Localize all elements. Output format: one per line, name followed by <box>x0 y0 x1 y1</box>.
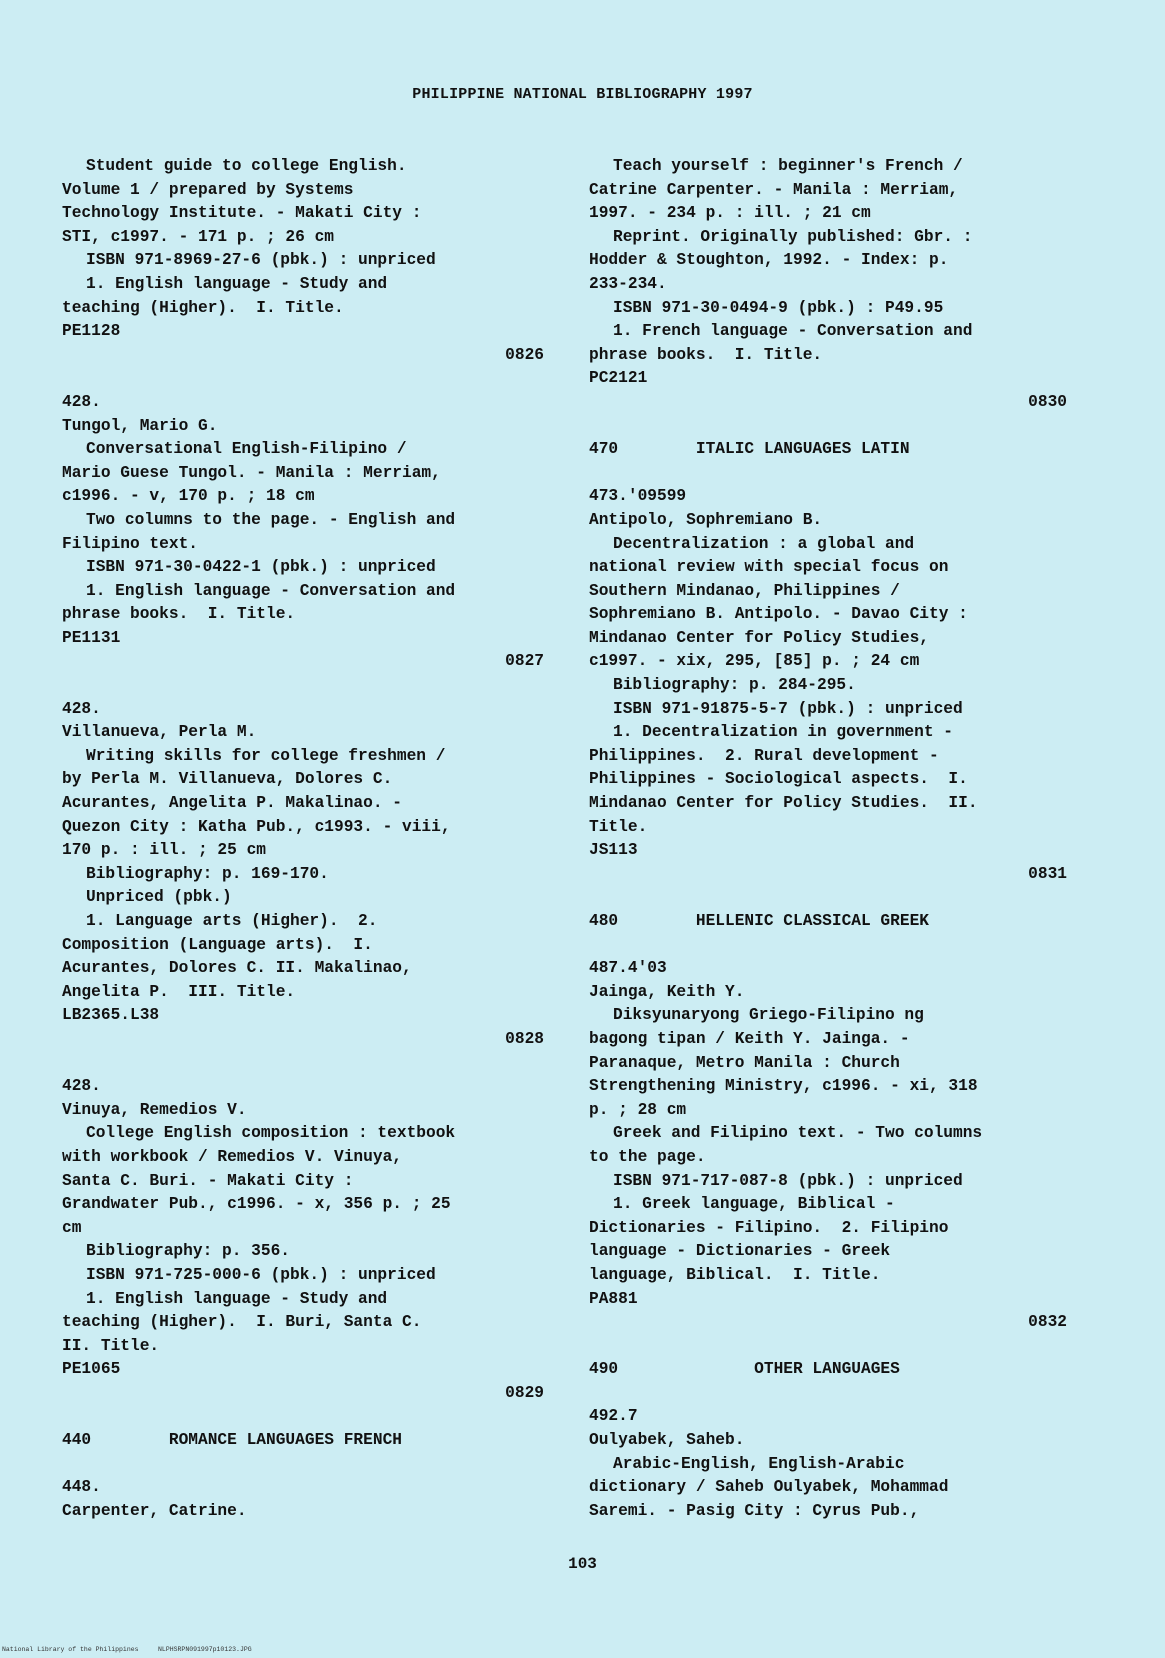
entry-line: 428. <box>62 1077 101 1096</box>
entry-line: Technology Institute. - Makati City : <box>62 204 422 223</box>
entry-line: 492.7 <box>589 1407 638 1426</box>
entry-line: Unpriced (pbk.) <box>86 888 232 907</box>
entry-line: Saremi. - Pasig City : Cyrus Pub., <box>589 1501 920 1520</box>
blank-line <box>589 1382 1067 1406</box>
entry-line: Writing skills for college freshmen / <box>86 746 446 765</box>
entry-line: Dictionaries - Filipino. 2. Filipino <box>589 1218 949 1237</box>
entry-line: PE1065 <box>62 1360 121 1379</box>
entry-line: c1997. - xix, 295, [85] p. ; 24 cm <box>589 652 920 671</box>
entry-line: Volume 1 / prepared by Systems <box>62 180 354 199</box>
blank-line <box>62 1405 544 1429</box>
entry-line: PE1128 <box>62 322 121 341</box>
entry-line: 428. <box>62 392 101 411</box>
entry-line: Title. <box>589 817 648 836</box>
entry-line: 490 OTHER LANGUAGES <box>589 1360 900 1379</box>
entry-line: with workbook / Remedios V. Vinuya, <box>62 1147 402 1166</box>
entry-line: 1. Greek language, Biblical - <box>613 1195 895 1214</box>
entry-number: 0832 <box>1028 1313 1067 1332</box>
entry-line: Mindanao Center for Policy Studies, <box>589 628 929 647</box>
entry-line: phrase books. I. Title. <box>62 605 296 624</box>
entry-line: Two columns to the page. - English and <box>86 510 456 529</box>
entry-line: 1. English language - Study and <box>86 1289 388 1308</box>
entry-line: Jainga, Keith Y. <box>589 982 745 1001</box>
entry-line: 470 ITALIC LANGUAGES LATIN <box>589 440 910 459</box>
entry-line: national review with special focus on <box>589 558 949 577</box>
entry-line: 1. English language - Study and <box>86 274 388 293</box>
entry-line: ISBN 971-30-0494-9 (pbk.) : P49.95 <box>613 298 944 317</box>
entry-line: Tungol, Mario G. <box>62 416 218 435</box>
entry-number: 0827 <box>505 652 544 671</box>
entry-line: 440 ROMANCE LANGUAGES FRENCH <box>62 1431 402 1450</box>
entry-line: PE1131 <box>62 628 121 647</box>
blank-line <box>589 415 1067 439</box>
entry-line: Mario Guese Tungol. - Manila : Merriam, <box>62 463 441 482</box>
entry-line: bagong tipan / Keith Y. Jainga. - <box>589 1029 910 1048</box>
blank-line <box>589 462 1067 486</box>
entry-line: PC2121 <box>589 369 648 388</box>
blank-line <box>62 367 544 391</box>
entry-line: 473.'09599 <box>589 487 687 506</box>
entry-line: Bibliography: p. 284-295. <box>613 676 856 695</box>
entry-line: PA881 <box>589 1289 638 1308</box>
entry-line: Southern Mindanao, Philippines / <box>589 581 900 600</box>
entry-line: College English composition : textbook <box>86 1124 456 1143</box>
entry-number: 0830 <box>1028 392 1067 411</box>
entry-line: STI, c1997. - 171 p. ; 26 cm <box>62 227 334 246</box>
entry-line: Sophremiano B. Antipolo. - Davao City : <box>589 605 968 624</box>
footer-credit: National Library of the Philippines NLPHSRPN091997p10123.JPG <box>2 1646 252 1653</box>
entry-line: 170 p. : ill. ; 25 cm <box>62 841 266 860</box>
entry-line: ISBN 971-30-0422-1 (pbk.) : unpriced <box>86 558 436 577</box>
entry-line: Strengthening Ministry, c1996. - xi, 318 <box>589 1077 978 1096</box>
entry-line: Santa C. Buri. - Makati City : <box>62 1171 354 1190</box>
entry-line: Arabic-English, English-Arabic <box>613 1454 905 1473</box>
right-column <box>589 155 1067 1523</box>
entry-line: ISBN 971-91875-5-7 (pbk.) : unpriced <box>613 699 963 718</box>
entry-line: dictionary / Saheb Oulyabek, Mohammad <box>589 1478 949 1497</box>
entry-line: Bibliography: p. 356. <box>86 1242 290 1261</box>
entry-line: Villanueva, Perla M. <box>62 723 257 742</box>
entry-line: Philippines - Sociological aspects. I. <box>589 770 968 789</box>
entry-line: ISBN 971-8969-27-6 (pbk.) : unpriced <box>86 251 436 270</box>
blank-line <box>62 674 544 698</box>
entry-line: Philippines. 2. Rural development - <box>589 746 939 765</box>
blank-line <box>589 886 1067 910</box>
entry-line: 448. <box>62 1478 101 1497</box>
entry-line: 1997. - 234 p. : ill. ; 21 cm <box>589 204 871 223</box>
entry-line: Teach yourself : beginner's French / <box>613 157 963 175</box>
entry-line: 1. French language - Conversation and <box>613 322 973 341</box>
entry-line: 1. Language arts (Higher). 2. <box>86 912 378 930</box>
entry-line: by Perla M. Villanueva, Dolores C. <box>62 770 393 789</box>
entry-line: 480 HELLENIC CLASSICAL GREEK <box>589 912 929 930</box>
entry-line: LB2365.L38 <box>62 1006 160 1025</box>
entry-line: teaching (Higher). I. Buri, Santa C. <box>62 1313 422 1332</box>
entry-number: 0826 <box>505 345 544 364</box>
entry-line: JS113 <box>589 841 638 860</box>
entry-number: 0831 <box>1028 864 1067 883</box>
entry-line: Quezon City : Katha Pub., c1993. - viii, <box>62 817 451 836</box>
entry-line: Acurantes, Dolores C. II. Makalinao, <box>62 959 412 978</box>
entry-line: ISBN 971-725-000-6 (pbk.) : unpriced <box>86 1265 436 1284</box>
entry-line: Student guide to college English. <box>86 157 407 175</box>
left-column <box>62 155 544 1523</box>
blank-line <box>62 1052 544 1076</box>
entry-line: phrase books. I. Title. <box>589 345 823 364</box>
entry-line: language, Biblical. I. Title. <box>589 1265 881 1284</box>
entry-line: c1996. - v, 170 p. ; 18 cm <box>62 487 315 506</box>
entry-line: Paranaque, Metro Manila : Church <box>589 1053 900 1072</box>
entry-line: Bibliography: p. 169-170. <box>86 864 329 883</box>
entry-line: Hodder & Stoughton, 1992. - Index: p. <box>589 251 949 270</box>
entry-line: teaching (Higher). I. Title. <box>62 298 344 317</box>
page-number: 103 <box>568 1555 597 1573</box>
page-title: PHILIPPINE NATIONAL BIBLIOGRAPHY 1997 <box>412 86 753 103</box>
entry-line: Vinuya, Remedios V. <box>62 1100 247 1119</box>
entry-line: 233-234. <box>589 274 667 293</box>
entry-line: 1. Decentralization in government - <box>613 723 953 742</box>
entry-line: ISBN 971-717-087-8 (pbk.) : unpriced <box>613 1171 963 1190</box>
blank-line <box>589 934 1067 958</box>
entry-line: Greek and Filipino text. - Two columns <box>613 1124 983 1143</box>
entry-line: Catrine Carpenter. - Manila : Merriam, <box>589 180 959 199</box>
entry-line: cm <box>62 1218 82 1237</box>
entry-line: Decentralization : a global and <box>613 534 915 553</box>
entry-line: to the page. <box>589 1147 706 1166</box>
entry-line: Angelita P. III. Title. <box>62 982 296 1001</box>
entry-line: Antipolo, Sophremiano B. <box>589 510 823 529</box>
entry-line: Acurantes, Angelita P. Makalinao. - <box>62 794 402 813</box>
entry-line: II. Title. <box>62 1336 160 1355</box>
entry-line: language - Dictionaries - Greek <box>589 1242 891 1261</box>
entry-line: Reprint. Originally published: Gbr. : <box>613 227 973 246</box>
blank-line <box>62 1453 544 1477</box>
entry-number: 0828 <box>505 1029 544 1048</box>
blank-line <box>589 1335 1067 1359</box>
entry-line: Composition (Language arts). I. <box>62 935 373 954</box>
entry-line: Carpenter, Catrine. <box>62 1501 247 1520</box>
entry-line: Grandwater Pub., c1996. - x, 356 p. ; 25 <box>62 1195 451 1214</box>
entry-line: 428. <box>62 699 101 718</box>
entry-line: Conversational English-Filipino / <box>86 440 407 459</box>
entry-line: Oulyabek, Saheb. <box>589 1431 745 1450</box>
entry-number: 0829 <box>505 1383 544 1402</box>
entry-line: Filipino text. <box>62 534 198 553</box>
entry-line: Mindanao Center for Policy Studies. II. <box>589 794 978 813</box>
entry-line: p. ; 28 cm <box>589 1100 687 1119</box>
entry-line: 1. English language - Conversation and <box>86 581 456 600</box>
entry-line: 487.4'03 <box>589 959 667 978</box>
entry-line: Diksyunaryong Griego-Filipino ng <box>613 1006 924 1025</box>
